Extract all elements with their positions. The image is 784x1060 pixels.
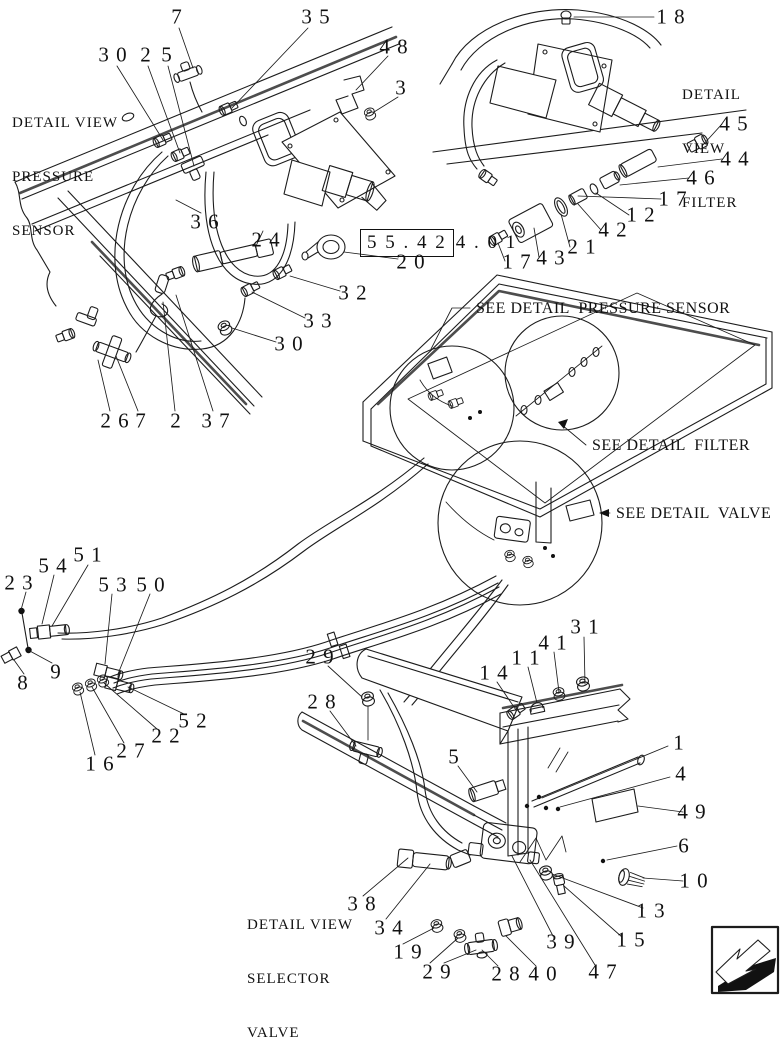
callout-label: 4 5 — [719, 111, 749, 136]
callout-label: 1 6 — [85, 751, 115, 776]
label-see-detail-pressure-sensor: SEE DETAIL PRESSURE SENSOR — [476, 300, 731, 317]
label-see-detail-valve: SEE DETAIL VALVE — [616, 505, 772, 522]
callout-label: 3 1 — [570, 614, 600, 639]
label-detail-view-pressure-sensor — [12, 78, 118, 258]
callout-label: 4 — [675, 761, 687, 786]
label-line: DETAIL — [682, 87, 741, 103]
label-line: FILTER — [682, 195, 738, 211]
callout-label: 5 1 — [73, 542, 103, 567]
callout-label: 3 9 — [546, 929, 576, 954]
label-detail-view-selector-valve — [247, 880, 353, 1060]
callout-label: 2 0 — [396, 249, 426, 274]
callout-label: 5 4 — [38, 553, 68, 578]
callout-label: 3 0 — [274, 331, 304, 356]
callout-label: 7 — [171, 4, 183, 29]
callout-label: 3 — [395, 75, 407, 100]
callout-label: 2 3 — [4, 570, 34, 595]
label-line: VIEW — [682, 141, 726, 157]
callout-label: 2 1 — [567, 234, 597, 259]
callout-label: 5 2 — [178, 708, 208, 733]
callout-label: 4 0 — [528, 961, 558, 986]
callout-label: 3 3 — [303, 308, 333, 333]
callout-label: 1 5 — [616, 927, 646, 952]
callout-label: 3 5 — [301, 4, 331, 29]
callout-label: 2 7 — [116, 738, 146, 763]
nav-back-icon[interactable] — [712, 927, 778, 993]
label-see-detail-filter: SEE DETAIL FILTER — [592, 437, 751, 454]
part-number-boxed: 5 5 . 4 2 — [360, 229, 454, 257]
callout-label: 7 — [135, 408, 147, 433]
callout-label: 5 3 — [98, 572, 128, 597]
label-line: DETAIL VIEW — [247, 917, 354, 933]
callout-label: 2 6 — [100, 408, 130, 433]
label-line: SENSOR — [12, 223, 76, 239]
callout-label: 4 4 — [720, 146, 750, 171]
callout-label: 4 3 — [536, 245, 566, 270]
callout-label: 8 — [17, 670, 29, 695]
callout-label: 2 — [140, 42, 152, 67]
callout-label: 4 8 — [379, 34, 409, 59]
callout-label: 6 — [678, 833, 690, 858]
callout-label: 1 — [673, 730, 685, 755]
callout-label: 3 0 — [98, 42, 128, 67]
label-line: SELECTOR — [247, 971, 331, 987]
part-number — [360, 229, 517, 257]
callout-label: 5 0 — [136, 572, 166, 597]
callout-label: 3 6 — [190, 209, 220, 234]
callout-label: 2 4 — [251, 227, 281, 252]
callout-label: 4 2 — [598, 217, 628, 242]
callout-label: 5 — [448, 744, 460, 769]
callout-label: 2 9 — [305, 644, 335, 669]
callout-label: 4 7 — [588, 959, 618, 984]
callout-label: 2 8 — [307, 689, 337, 714]
callout-label: 3 2 — [338, 280, 368, 305]
label-line: VALVE — [247, 1025, 300, 1041]
callout-label: 1 3 — [636, 898, 666, 923]
callout-label: 1 0 — [679, 868, 709, 893]
callout-label: 4 1 — [538, 630, 568, 655]
callout-label: 2 — [170, 408, 182, 433]
callout-label: 3 7 — [201, 408, 231, 433]
callout-label: 3 4 — [374, 915, 404, 940]
callout-label: 9 — [50, 659, 62, 684]
label-line: PRESSURE — [12, 169, 95, 185]
callout-label: 3 8 — [347, 891, 377, 916]
label-line: DETAIL VIEW — [12, 115, 119, 131]
callout-label: 4 9 — [677, 799, 707, 824]
label-detail-view-filter — [682, 50, 741, 230]
callout-label: 1 7 — [502, 249, 532, 274]
callout-label: 1 8 — [656, 4, 686, 29]
callout-label: 1 7 — [658, 186, 688, 211]
callout-label: 1 1 — [511, 645, 541, 670]
callout-label: 1 2 — [626, 202, 656, 227]
callout-label: 2 9 — [422, 959, 452, 984]
callout-label: 2 8 — [491, 961, 521, 986]
callout-label: 5 — [161, 42, 173, 67]
part-number-rest: 4 . 0 1 — [455, 232, 518, 253]
hose-routing-drawing — [1, 458, 508, 705]
callout-label: 1 9 — [393, 939, 423, 964]
callout-label: 4 6 — [686, 165, 716, 190]
callout-label: 1 4 — [479, 660, 509, 685]
callout-label: 2 2 — [151, 723, 181, 748]
